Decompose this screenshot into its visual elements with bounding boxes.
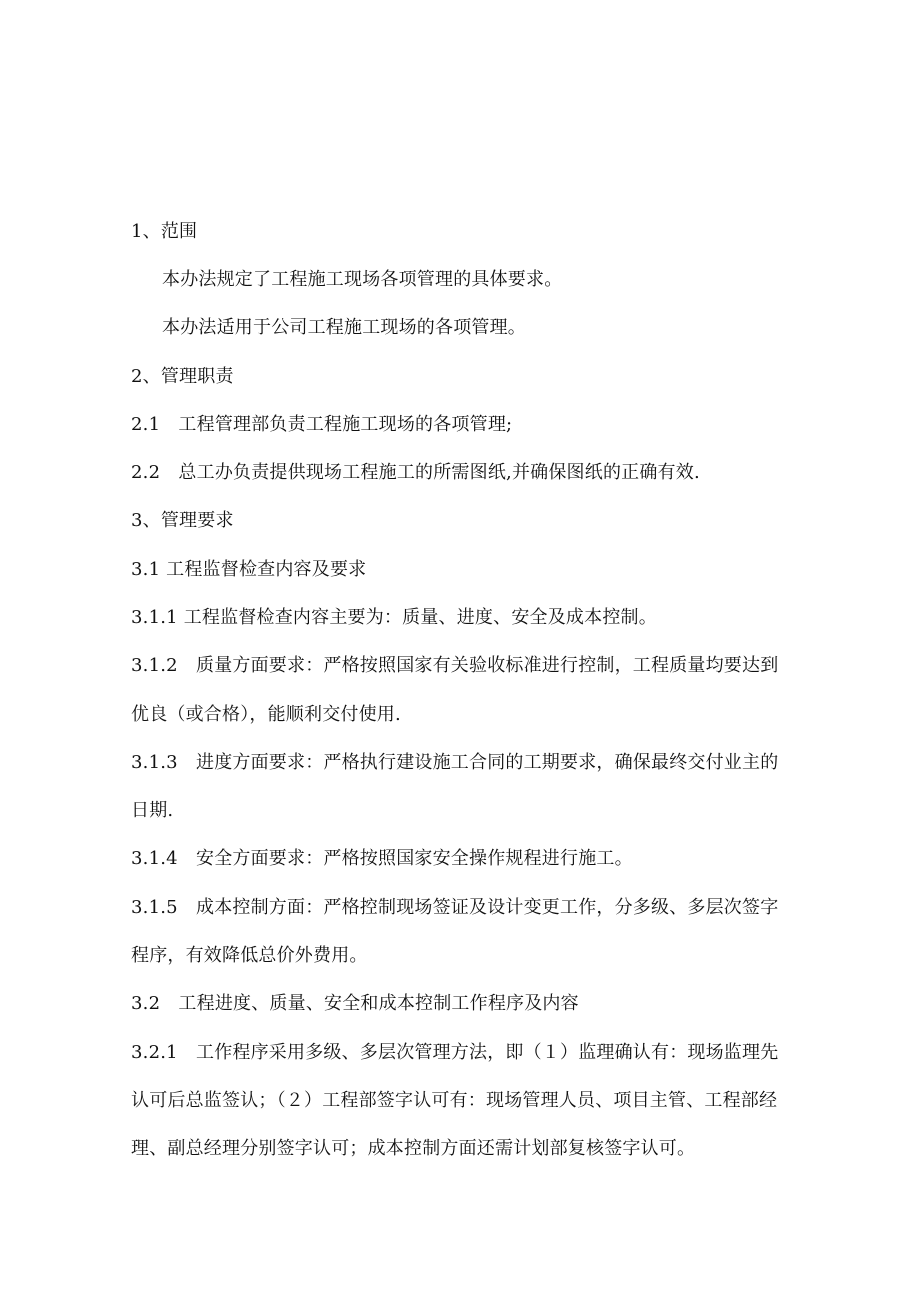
clause-line: 3.1.4 安全方面要求：严格按照国家安全操作规程进行施工。	[131, 848, 633, 869]
clause-continuation-line: 认可后总监签认；（２）工程部签字认可有：现场管理人员、项目主管、工程部经	[131, 1090, 778, 1111]
clause-line: 3.1.5 成本控制方面：严格控制现场签证及设计变更工作，分多级、多层次签字	[131, 897, 779, 918]
clause-line: 2.2 总工办负责提供现场工程施工的所需图纸,并确保图纸的正确有效.	[131, 462, 700, 483]
paragraph-line: 本办法规定了工程施工现场各项管理的具体要求。	[162, 269, 563, 290]
clause-continuation-line: 日期.	[131, 800, 174, 821]
clause-line: 3.2.1 工作程序采用多级、多层次管理方法，即（１）监理确认有：现场监理先	[131, 1042, 779, 1063]
subsection-heading: 3.2 工程进度、质量、安全和成本控制工作程序及内容	[131, 993, 579, 1014]
clause-line: 3.1.2 质量方面要求：严格按照国家有关验收标准进行控制，工程质量均要达到	[131, 655, 779, 676]
subsection-heading: 3.1 工程监督检查内容及要求	[131, 559, 367, 580]
clause-continuation-line: 理、副总经理分别签字认可；成本控制方面还需计划部复核签字认可。	[131, 1138, 696, 1159]
clause-continuation-line: 程序，有效降低总价外费用。	[131, 945, 368, 966]
clause-line: 3.1.1 工程监督检查内容主要为：质量、进度、安全及成本控制。	[131, 607, 657, 628]
section-heading-requirements: 3、管理要求	[131, 510, 234, 531]
clause-line: 3.1.3 进度方面要求：严格执行建设施工合同的工期要求，确保最终交付业主的	[131, 752, 779, 773]
clause-continuation-line: 优良（或合格），能顺利交付使用.	[131, 704, 401, 725]
clause-line: 2.1 工程管理部负责工程施工现场的各项管理;	[131, 414, 513, 435]
section-heading-responsibilities: 2、管理职责	[131, 366, 234, 387]
section-heading-scope: 1、范围	[131, 221, 198, 242]
paragraph-line: 本办法适用于公司工程施工现场的各项管理。	[162, 317, 526, 338]
